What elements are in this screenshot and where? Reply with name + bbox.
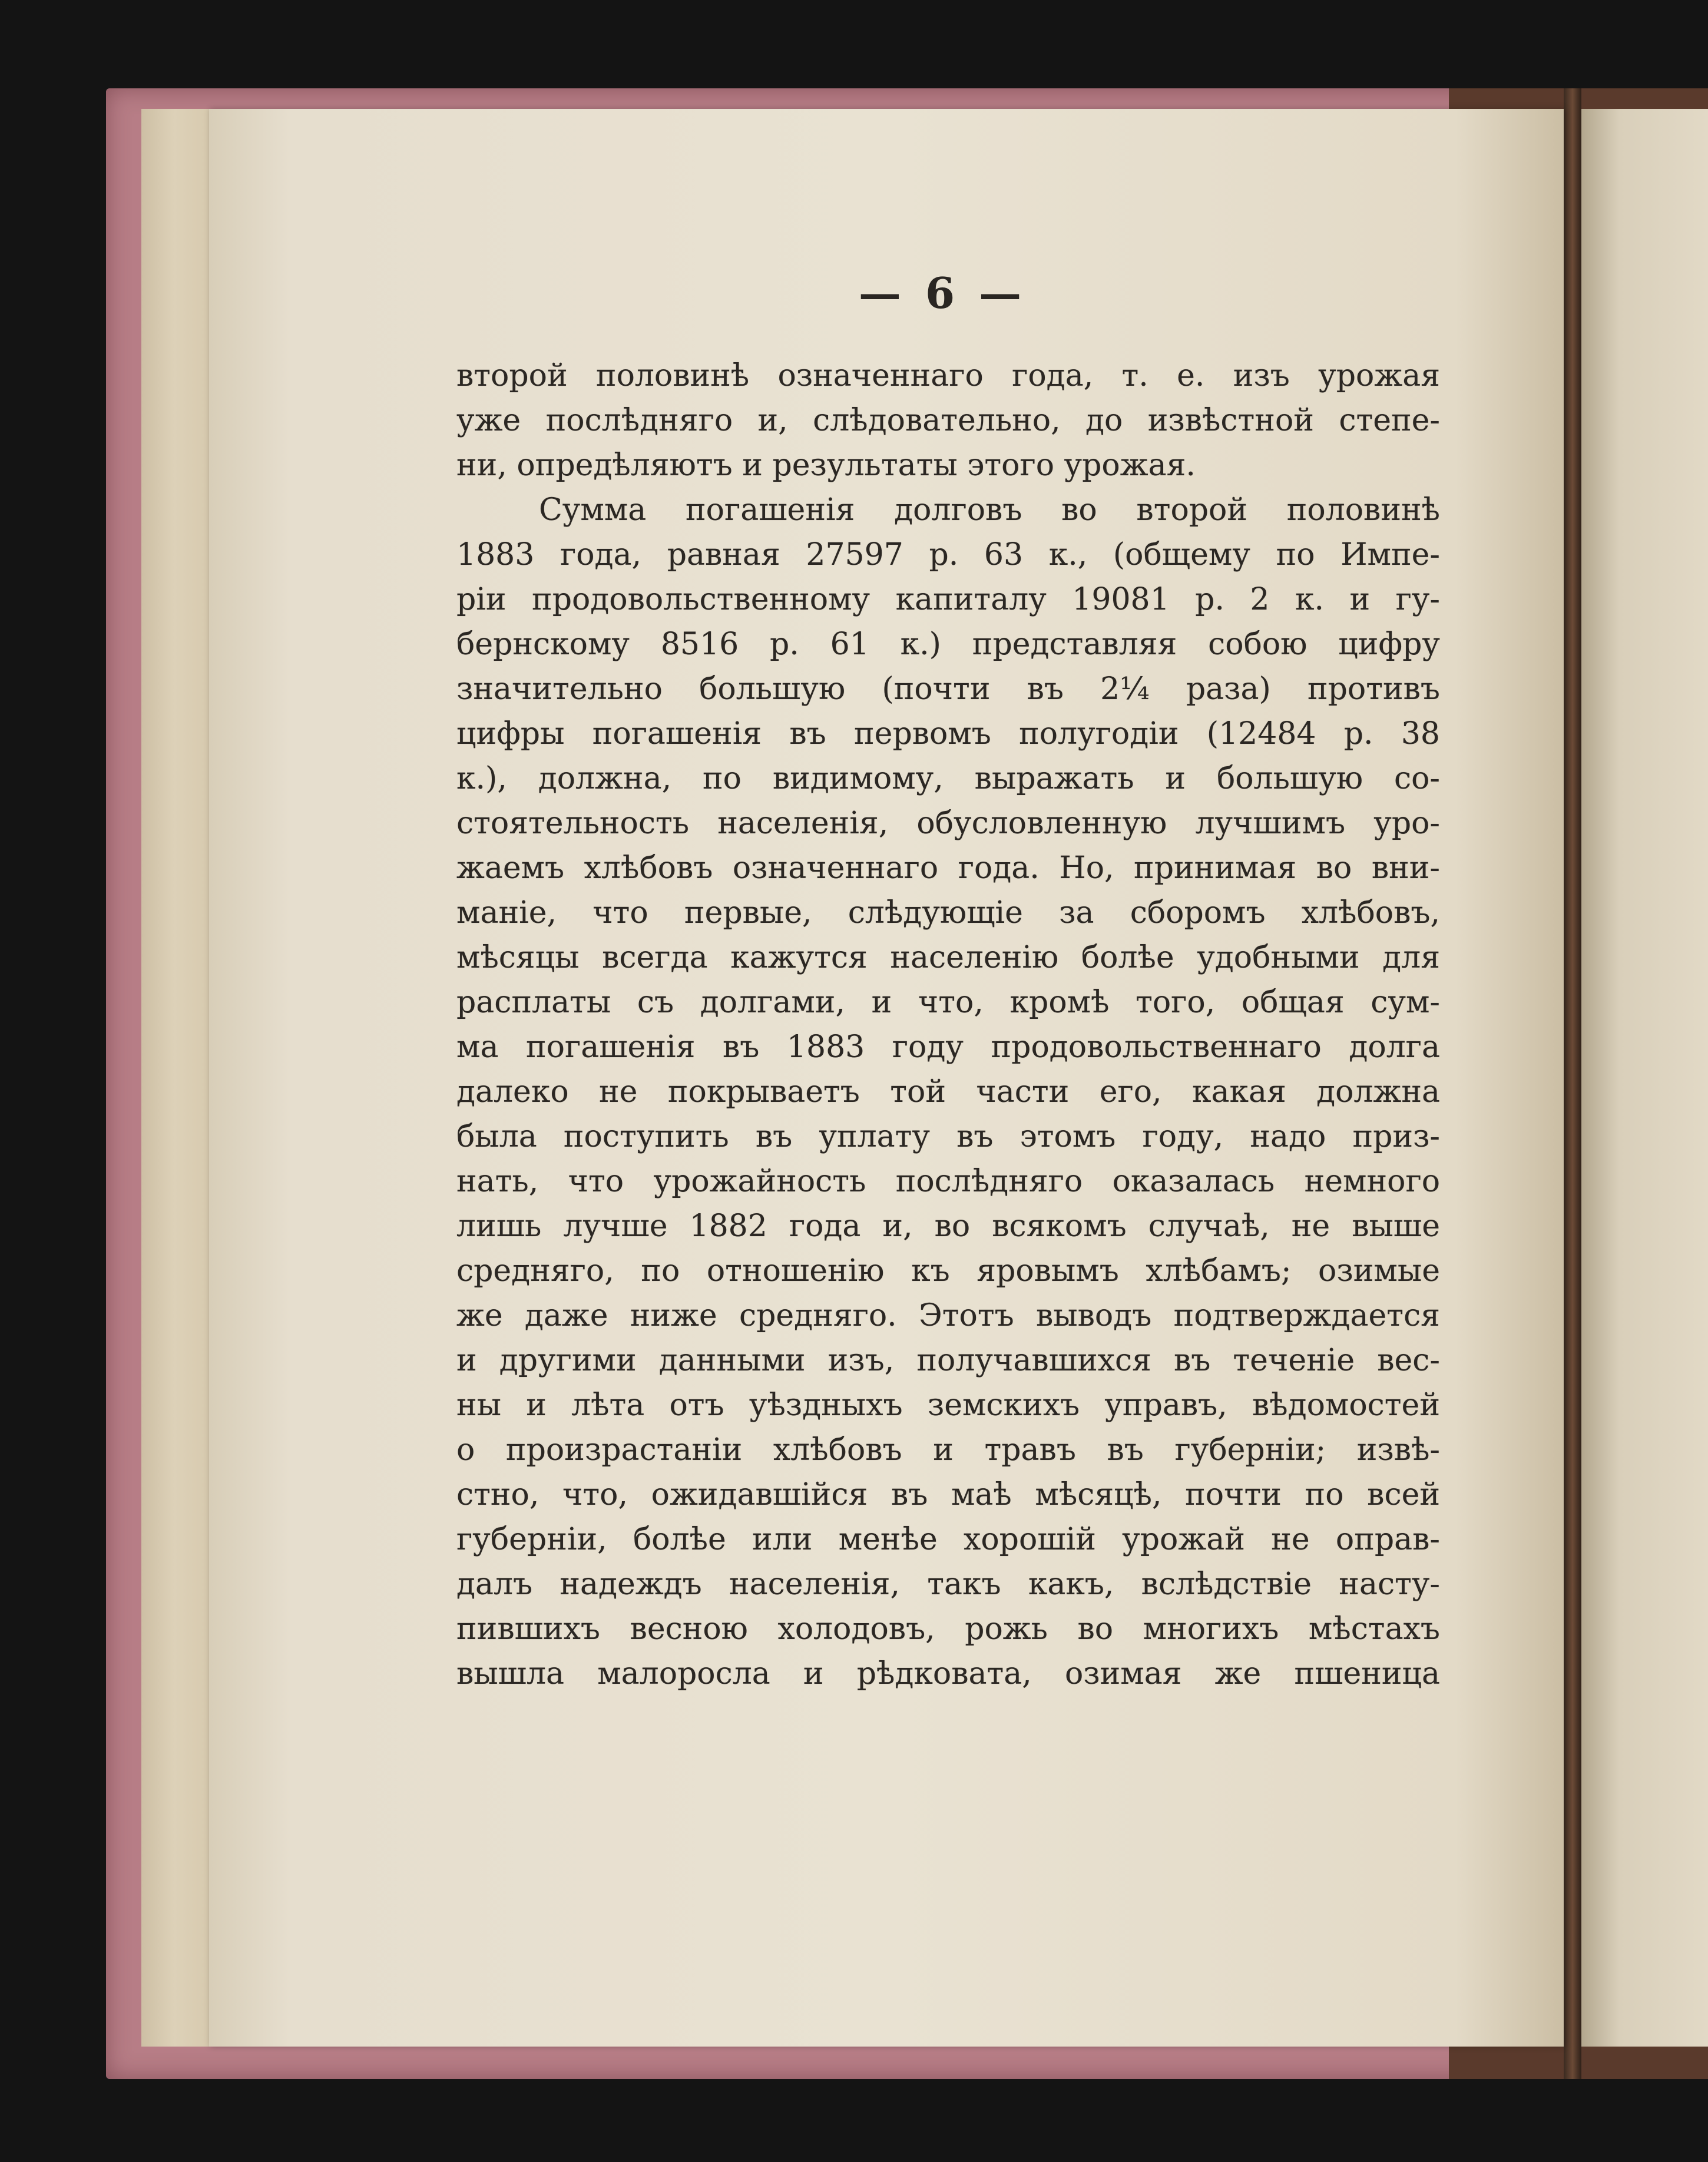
text-line: бернскому 8516 р. 61 к.) представляя собою цифру xyxy=(456,627,1440,662)
text-line: далеко не покрываетъ той части его, какая должна xyxy=(456,1074,1440,1110)
text-line: ма погашенія въ 1883 году продовольственнаго долга xyxy=(456,1029,1440,1065)
text-line: стоятельность населенія, обусловленную лучшимъ уро- xyxy=(456,806,1440,841)
text-line: уже послѣдняго и, слѣдовательно, до извѣстной степе- xyxy=(456,403,1440,438)
next-page-edge xyxy=(1581,109,1708,2047)
text-line: маніе, что первые, слѣдующіе за сборомъ хлѣбовъ, xyxy=(456,895,1440,931)
text-line: была поступить въ уплату въ этомъ году, надо приз- xyxy=(456,1119,1440,1154)
text-line: о произрастаніи хлѣбовъ и травъ въ губерніи; извѣ- xyxy=(456,1432,1440,1468)
text-line: нать, что урожайность послѣдняго оказалась немного xyxy=(456,1164,1440,1199)
text-line: ни, опредѣляютъ и результаты этого урожая. xyxy=(456,448,1196,483)
text-line: жаемъ хлѣбовъ означеннаго года. Но, принимая во вни- xyxy=(456,850,1440,886)
text-line: Сумма погашенія долговъ во второй половинѣ xyxy=(539,492,1440,528)
page-number: — 6 — xyxy=(858,268,1027,318)
text-line: к.), должна, по видимому, выражать и большую со- xyxy=(456,761,1440,796)
text-line: ріи продовольственному капиталу 19081 р. 2 к. и гу- xyxy=(456,582,1440,617)
text-line: значительно большую (почти въ 2¼ раза) противъ xyxy=(456,671,1440,707)
text-line: стно, что, ожидавшійся въ маѣ мѣсяцѣ, почти по всей xyxy=(456,1477,1440,1512)
text-line: второй половинѣ означеннаго года, т. е. изъ урожая xyxy=(456,358,1440,393)
text-line: ны и лѣта отъ уѣздныхъ земскихъ управъ, вѣдомостей xyxy=(456,1388,1440,1423)
text-line: же даже ниже средняго. Этотъ выводъ подтверждается xyxy=(456,1298,1440,1333)
text-line: расплаты съ долгами, и что, кромѣ того, общая сум- xyxy=(456,985,1440,1020)
body-text xyxy=(456,353,1440,1696)
text-line: далъ надеждъ населенія, такъ какъ, вслѣдствіе насту- xyxy=(456,1567,1440,1602)
text-line: средняго, по отношенію къ яровымъ хлѣбамъ; озимые xyxy=(456,1253,1440,1289)
text-line: вышла малоросла и рѣдковата, озимая же пшеница xyxy=(456,1656,1440,1691)
text-line: и другими данными изъ, получавшихся въ теченіе вес- xyxy=(456,1343,1440,1378)
text-line: лишь лучше 1882 года и, во всякомъ случаѣ, не выше xyxy=(456,1209,1440,1244)
book-gutter xyxy=(1564,88,1581,2079)
text-line: губерніи, болѣе или менѣе хорошій урожай не оправ- xyxy=(456,1522,1440,1557)
text-line: цифры погашенія въ первомъ полугодіи (12484 р. 38 xyxy=(456,716,1440,751)
text-line: пившихъ весною холодовъ, рожь во многихъ мѣстахъ xyxy=(456,1611,1440,1647)
text-line: 1883 года, равная 27597 р. 63 к., (общему по Импе- xyxy=(456,537,1440,572)
text-line: мѣсяцы всегда кажутся населенію болѣе удобными для xyxy=(456,940,1440,975)
